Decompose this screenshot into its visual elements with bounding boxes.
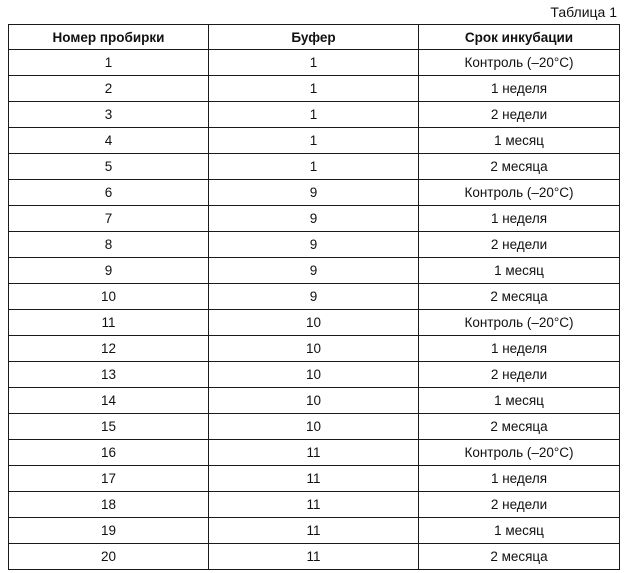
table-row <box>9 50 620 76</box>
cell-incubation-period: 1 месяц <box>419 518 620 544</box>
cell-buffer: 10 <box>209 388 419 414</box>
table-row <box>9 284 620 310</box>
cell-tube-number: 5 <box>9 154 209 180</box>
table-row <box>9 518 620 544</box>
cell-tube-number: 3 <box>9 102 209 128</box>
table-body <box>9 50 620 570</box>
cell-buffer: 11 <box>209 492 419 518</box>
table-row <box>9 336 620 362</box>
cell-incubation-period: 2 месяца <box>419 414 620 440</box>
cell-tube-number: 14 <box>9 388 209 414</box>
table-row <box>9 154 620 180</box>
cell-buffer: 9 <box>209 232 419 258</box>
cell-tube-number: 16 <box>9 440 209 466</box>
cell-buffer: 9 <box>209 258 419 284</box>
cell-tube-number: 4 <box>9 128 209 154</box>
table-header-row <box>9 25 620 50</box>
cell-tube-number: 9 <box>9 258 209 284</box>
cell-buffer: 1 <box>209 154 419 180</box>
cell-tube-number: 1 <box>9 50 209 76</box>
cell-buffer: 1 <box>209 128 419 154</box>
table-row <box>9 440 620 466</box>
table-row <box>9 466 620 492</box>
cell-incubation-period: 1 месяц <box>419 128 620 154</box>
cell-buffer: 11 <box>209 518 419 544</box>
cell-incubation-period: 1 неделя <box>419 76 620 102</box>
cell-buffer: 11 <box>209 440 419 466</box>
cell-incubation-period: Контроль (–20°C) <box>419 180 620 206</box>
cell-incubation-period: 2 недели <box>419 492 620 518</box>
cell-incubation-period: 2 недели <box>419 232 620 258</box>
cell-tube-number: 19 <box>9 518 209 544</box>
table-row <box>9 206 620 232</box>
cell-tube-number: 13 <box>9 362 209 388</box>
cell-tube-number: 10 <box>9 284 209 310</box>
cell-tube-number: 15 <box>9 414 209 440</box>
cell-tube-number: 17 <box>9 466 209 492</box>
cell-tube-number: 18 <box>9 492 209 518</box>
table-row <box>9 388 620 414</box>
cell-tube-number: 6 <box>9 180 209 206</box>
cell-buffer: 9 <box>209 284 419 310</box>
cell-buffer: 1 <box>209 76 419 102</box>
cell-tube-number: 7 <box>9 206 209 232</box>
table-row <box>9 180 620 206</box>
table-row <box>9 232 620 258</box>
header-tube-number: Номер пробирки <box>9 25 209 50</box>
cell-incubation-period: 2 месяца <box>419 154 620 180</box>
cell-tube-number: 2 <box>9 76 209 102</box>
cell-incubation-period: 2 недели <box>419 362 620 388</box>
cell-incubation-period: Контроль (–20°C) <box>419 50 620 76</box>
table-row <box>9 76 620 102</box>
cell-tube-number: 12 <box>9 336 209 362</box>
cell-buffer: 10 <box>209 362 419 388</box>
header-incubation-period: Срок инкубации <box>419 25 620 50</box>
table-row <box>9 128 620 154</box>
cell-incubation-period: 1 неделя <box>419 336 620 362</box>
cell-buffer: 10 <box>209 310 419 336</box>
table-row <box>9 362 620 388</box>
cell-buffer: 11 <box>209 466 419 492</box>
table-row <box>9 258 620 284</box>
cell-buffer: 10 <box>209 414 419 440</box>
cell-buffer: 1 <box>209 102 419 128</box>
cell-tube-number: 8 <box>9 232 209 258</box>
cell-buffer: 1 <box>209 50 419 76</box>
table-row <box>9 310 620 336</box>
cell-incubation-period: 2 недели <box>419 102 620 128</box>
cell-incubation-period: Контроль (–20°C) <box>419 310 620 336</box>
header-buffer: Буфер <box>209 25 419 50</box>
cell-incubation-period: 2 месяца <box>419 544 620 570</box>
table-caption: Таблица 1 <box>550 4 617 20</box>
cell-incubation-period: Контроль (–20°C) <box>419 440 620 466</box>
table-row <box>9 102 620 128</box>
cell-buffer: 11 <box>209 544 419 570</box>
cell-buffer: 9 <box>209 206 419 232</box>
cell-buffer: 9 <box>209 180 419 206</box>
cell-incubation-period: 1 месяц <box>419 258 620 284</box>
cell-tube-number: 11 <box>9 310 209 336</box>
table-row <box>9 544 620 570</box>
incubation-table <box>8 24 620 570</box>
cell-incubation-period: 1 неделя <box>419 206 620 232</box>
table-row <box>9 414 620 440</box>
cell-incubation-period: 2 месяца <box>419 284 620 310</box>
cell-incubation-period: 1 месяц <box>419 388 620 414</box>
table-row <box>9 492 620 518</box>
cell-incubation-period: 1 неделя <box>419 466 620 492</box>
cell-buffer: 10 <box>209 336 419 362</box>
cell-tube-number: 20 <box>9 544 209 570</box>
